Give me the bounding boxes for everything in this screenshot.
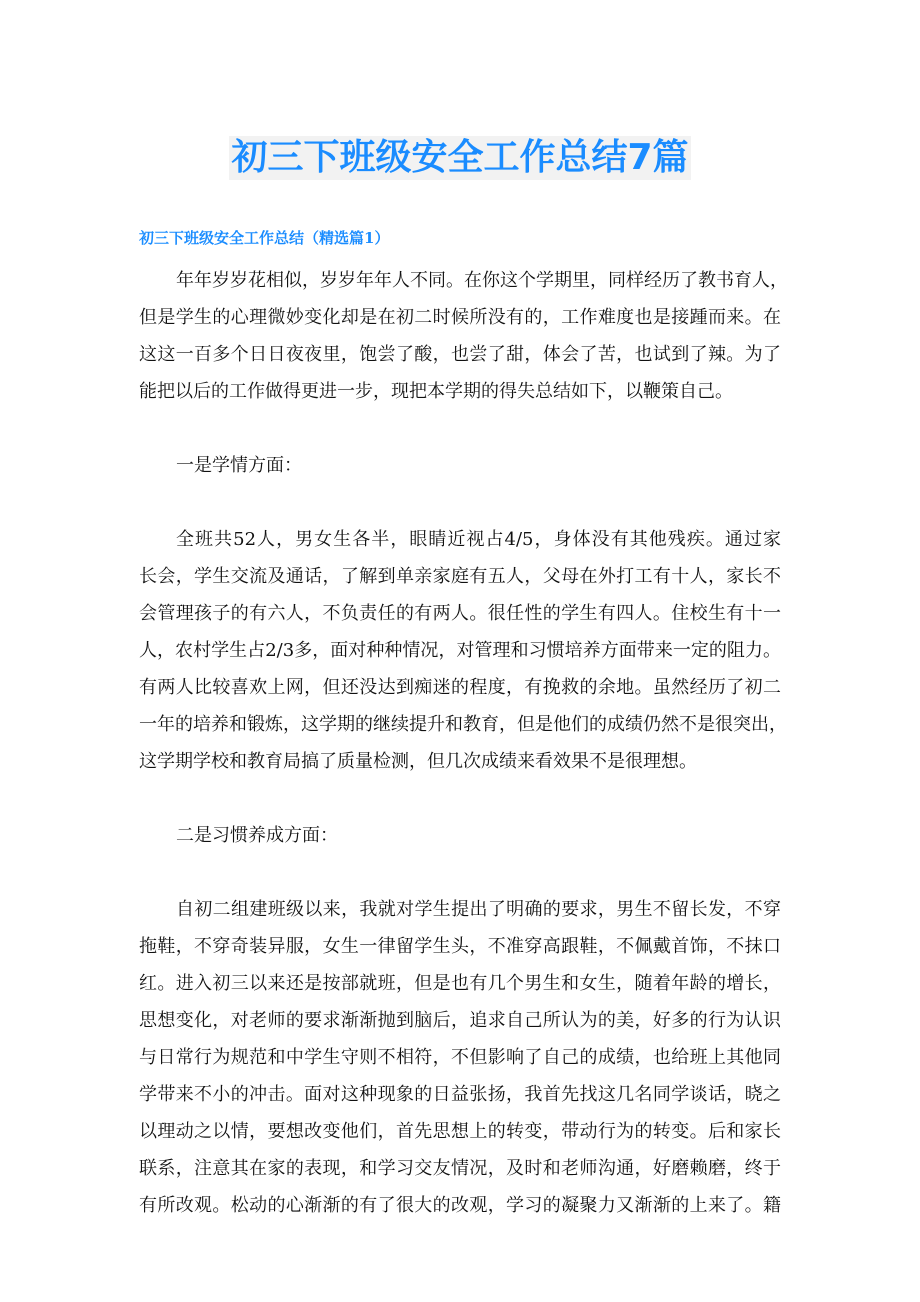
text-line: 有两人比较喜欢上网，但还没达到痴迷的程度，有挽救的余地。虽然经历了初二: [139, 677, 781, 698]
text-line: 一年的培养和锻炼，这学期的继续提升和教育，但是他们的成绩仍然不是很突出，: [139, 714, 787, 735]
text-line: 拖鞋，不穿奇装异服，女生一律留学生头，不准穿高跟鞋，不佩戴首饰，不抹口: [139, 936, 781, 957]
text-line: 思想变化，对老师的要求渐渐抛到脑后，追求自己所认为的美，好多的行为认识: [139, 1010, 781, 1031]
paragraph: [139, 262, 788, 410]
document-body: [139, 262, 788, 1261]
text-line: 学带来不小的冲击。面对这种现象的日益张扬，我首先找这几名同学谈话，晓之: [139, 1084, 781, 1105]
text-line: 但是学生的心理微妙变化却是在初二时候所没有的，工作难度也是接踵而来。在: [139, 307, 781, 328]
text-line: 这学期学校和教育局搞了质量检测，但几次成绩来看效果不是很理想。: [139, 751, 697, 772]
text-line: 会管理孩子的有六人，不负责任的有两人。很任性的学生有四人。住校生有十一: [139, 603, 781, 624]
text-line: 年年岁岁花相似，岁岁年年人不同。在你这个学期里，同样经历了教书育人，: [176, 270, 788, 291]
text-line: 能把以后的工作做得更进一步，现把本学期的得失总结如下，以鞭策自己。: [139, 381, 733, 402]
paragraph: [139, 891, 781, 1224]
text-line: 长会，学生交流及通话，了解到单亲家庭有五人，父母在外打工有十人，家长不: [139, 566, 781, 587]
text-line: 以理动之以情，要想改变他们，首先思想上的转变，带动行为的转变。后和家长: [139, 1121, 781, 1142]
text-line: 与日常行为规范和中学生守则不相符，不但影响了自己的成绩，也给班上其他同: [139, 1047, 781, 1068]
document-title: 初三下班级安全工作总结7篇: [231, 137, 689, 178]
paragraph: [139, 521, 787, 780]
text-line: 有所改观。松动的心渐渐的有了很大的改观，学习的凝聚力又渐渐的上来了。籍: [139, 1195, 781, 1216]
text-line: 一是学情方面：: [176, 455, 302, 476]
text-line: 这这一百多个日日夜夜里，饱尝了酸，也尝了甜，体会了苦，也试到了辣。为了: [139, 344, 781, 365]
text-line: 二是习惯养成方面：: [176, 825, 338, 846]
text-line: 联系，注意其在家的表现，和学习交友情况，及时和老师沟通，好磨赖磨，终于: [139, 1158, 781, 1179]
text-line: 自初二组建班级以来，我就对学生提出了明确的要求，男生不留长发，不穿: [176, 899, 781, 920]
text-line: 全班共52人，男女生各半，眼睛近视占4/5，身体没有其他残疾。通过家: [176, 529, 781, 550]
section-label: [139, 447, 781, 484]
section-label: [139, 817, 781, 854]
title-container: [0, 136, 920, 180]
text-line: 红。进入初三以来还是按部就班，但是也有几个男生和女生，随着年龄的增长，: [139, 973, 781, 994]
text-line: 人，农村学生占2/3多，面对种种情况，对管理和习惯培养方面带来一定的阻力。: [139, 640, 781, 661]
section-heading: 初三下班级安全工作总结（精选篇1）: [139, 229, 390, 247]
